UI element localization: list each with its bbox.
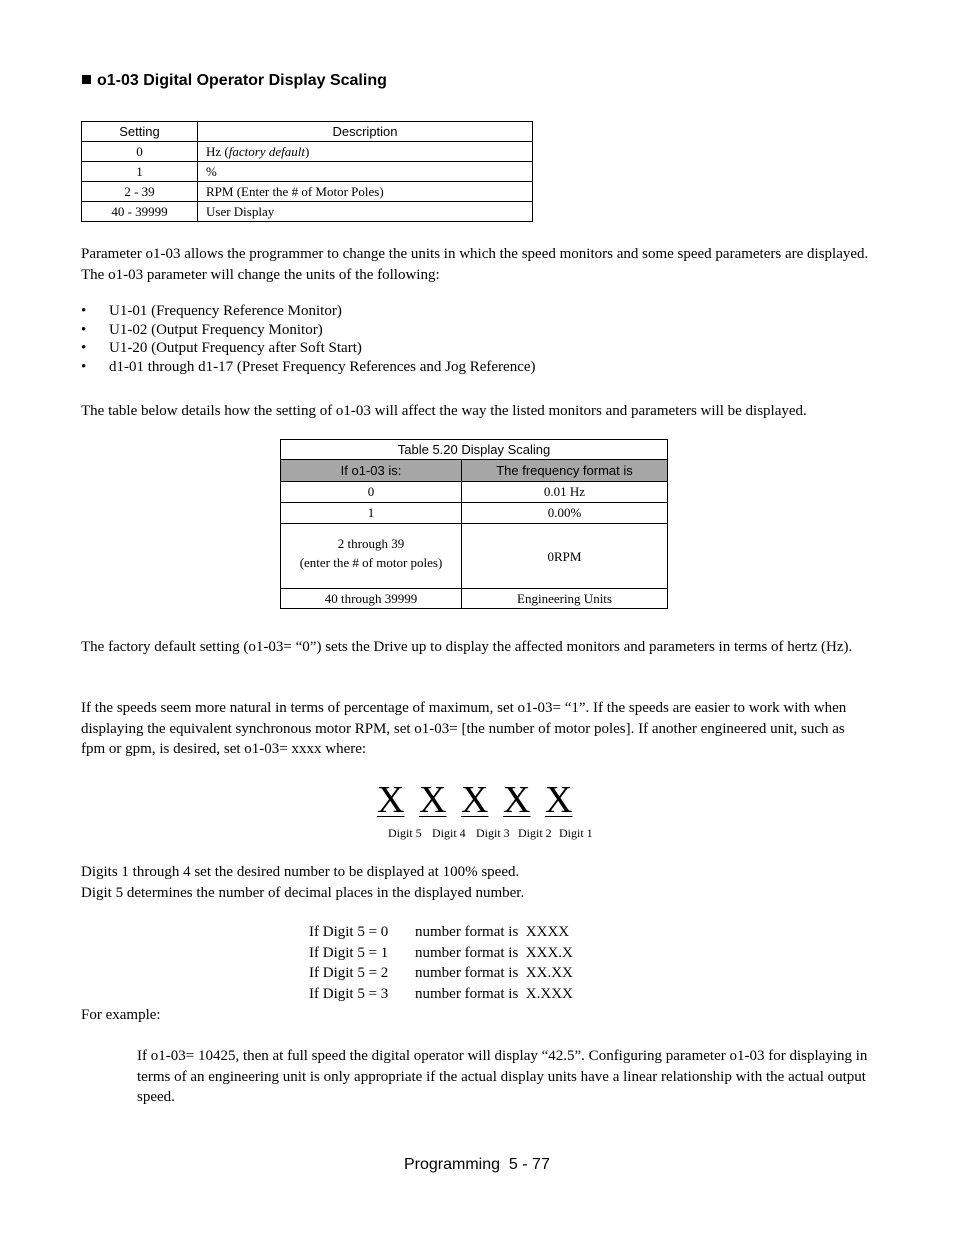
digit-letter: X xyxy=(377,779,405,821)
bullet-list xyxy=(81,302,536,377)
digit-label: Digit 3 xyxy=(476,826,510,840)
list-item: • U1-02 (Output Frequency Monitor) xyxy=(81,321,536,340)
intro-paragraph: Parameter o1-03 allows the programmer to change the units in which the speed monitors and some speed parameters are displayed. The o1-03 parameter will change the units of the following: xyxy=(81,246,869,283)
table-intro-paragraph: The table below details how the setting of o1-03 will affect the way the listed monitors and parameters will be displayed. xyxy=(81,403,807,419)
format-result: number format is XXXX xyxy=(415,924,570,940)
list-item: • U1-20 (Output Frequency after Soft Start) xyxy=(81,339,536,358)
table-header-row xyxy=(281,460,668,482)
speeds-paragraph: If the speeds seem more natural in terms of percentage of maximum, set o1-03= “1”. If the speeds are easier to work with when displaying the equivalent synchronous motor RPM, set o1-03= [the number of motor poles]. If another engineered unit, such as fpm or gpm, is desired, set o1-03= xxxx where: xyxy=(81,700,847,757)
setting-cell: 0 xyxy=(82,142,198,162)
digits-description xyxy=(81,862,524,904)
settings-table xyxy=(81,121,533,222)
digit-label: Digit 2 xyxy=(518,826,552,840)
table-row xyxy=(82,182,533,202)
format-result: number format is X.XXX xyxy=(415,986,573,1003)
square-bullet-icon xyxy=(82,75,91,84)
description-suffix: ) xyxy=(304,143,310,159)
format-condition: If Digit 5 = 1 xyxy=(309,944,389,961)
description-cell: User Display xyxy=(198,202,533,222)
format-condition: If Digit 5 = 3 xyxy=(309,986,389,1003)
description-italic: factory default xyxy=(228,143,305,159)
column-header: The frequency format is xyxy=(462,460,668,482)
column-header: If o1-03 is: xyxy=(281,460,462,482)
table-row xyxy=(82,202,533,222)
description-cell xyxy=(198,142,533,162)
table-caption: Table 5.20 Display Scaling xyxy=(281,440,668,460)
table-row xyxy=(281,503,668,524)
column-header: Setting xyxy=(82,122,198,142)
format-row xyxy=(309,943,573,964)
factory-default-paragraph: The factory default setting (o1-03= “0”) sets the Drive up to display the affected monitors and parameters in terms of hertz (Hz). xyxy=(81,639,853,655)
table-row xyxy=(281,589,668,609)
table-caption-row xyxy=(281,440,668,460)
format-row xyxy=(309,963,573,984)
section-heading xyxy=(82,72,387,90)
format-cell: 0.01 Hz xyxy=(462,482,668,503)
description-cell: % xyxy=(198,162,533,182)
digits-line: Digits 1 through 4 set the desired number to be displayed at 100% speed. xyxy=(81,864,520,880)
format-cell: 0.00% xyxy=(462,503,668,524)
settings-table-header xyxy=(82,122,533,142)
setting-cell: 40 through 39999 xyxy=(281,589,462,609)
format-row xyxy=(309,922,573,943)
format-result: number format is XXX.X xyxy=(415,944,573,961)
format-cell: Engineering Units xyxy=(462,589,668,609)
digit-letter: X xyxy=(503,779,531,821)
table-row xyxy=(281,482,668,503)
digits-line: Digit 5 determines the number of decimal places in the displayed number. xyxy=(81,885,525,901)
format-row xyxy=(309,984,573,1005)
digit-letter: X xyxy=(545,779,573,821)
setting-cell xyxy=(281,524,462,589)
for-example-label: For example: xyxy=(81,1007,161,1023)
format-condition: If Digit 5 = 2 xyxy=(309,965,389,982)
table-row xyxy=(82,142,533,162)
table-row xyxy=(82,162,533,182)
digit-label: Digit 1 xyxy=(559,826,593,840)
setting-line: 2 through 39 xyxy=(337,536,405,551)
setting-line: (enter the # of motor poles) xyxy=(299,555,443,570)
column-header: Description xyxy=(198,122,533,142)
setting-cell: 0 xyxy=(281,482,462,503)
list-item: • U1-01 (Frequency Reference Monitor) xyxy=(81,302,536,321)
setting-cell: 1 xyxy=(281,503,462,524)
digit-letter: X xyxy=(461,779,489,821)
setting-cell: 1 xyxy=(82,162,198,182)
example-paragraph: If o1-03= 10425, then at full speed the digital operator will display “42.5”. Configuring parameter o1-03 for displaying in terms of an engineering unit is only appropriate if the actual display units have a linear relationship with the actual output speed. xyxy=(137,1048,868,1105)
setting-cell: 40 - 39999 xyxy=(82,202,198,222)
digit-label: Digit 5 xyxy=(388,826,422,840)
format-cell: 0RPM xyxy=(462,524,668,589)
format-condition: If Digit 5 = 0 xyxy=(309,924,389,940)
page-footer: Programming 5 - 77 xyxy=(404,1156,550,1173)
section-heading-text: o1-03 Digital Operator Display Scaling xyxy=(97,72,387,89)
digit-label: Digit 4 xyxy=(432,826,466,840)
format-result: number format is XX.XX xyxy=(415,965,573,982)
list-item: • d1-01 through d1-17 (Preset Frequency References and Jog Reference) xyxy=(81,358,536,377)
description-prefix: Hz ( xyxy=(206,143,229,159)
format-list xyxy=(309,922,573,1005)
table-row xyxy=(281,524,668,589)
description-cell: RPM (Enter the # of Motor Poles) xyxy=(198,182,533,202)
display-scaling-table xyxy=(280,439,668,609)
digit-letter: X xyxy=(419,779,447,821)
setting-cell: 2 - 39 xyxy=(82,182,198,202)
